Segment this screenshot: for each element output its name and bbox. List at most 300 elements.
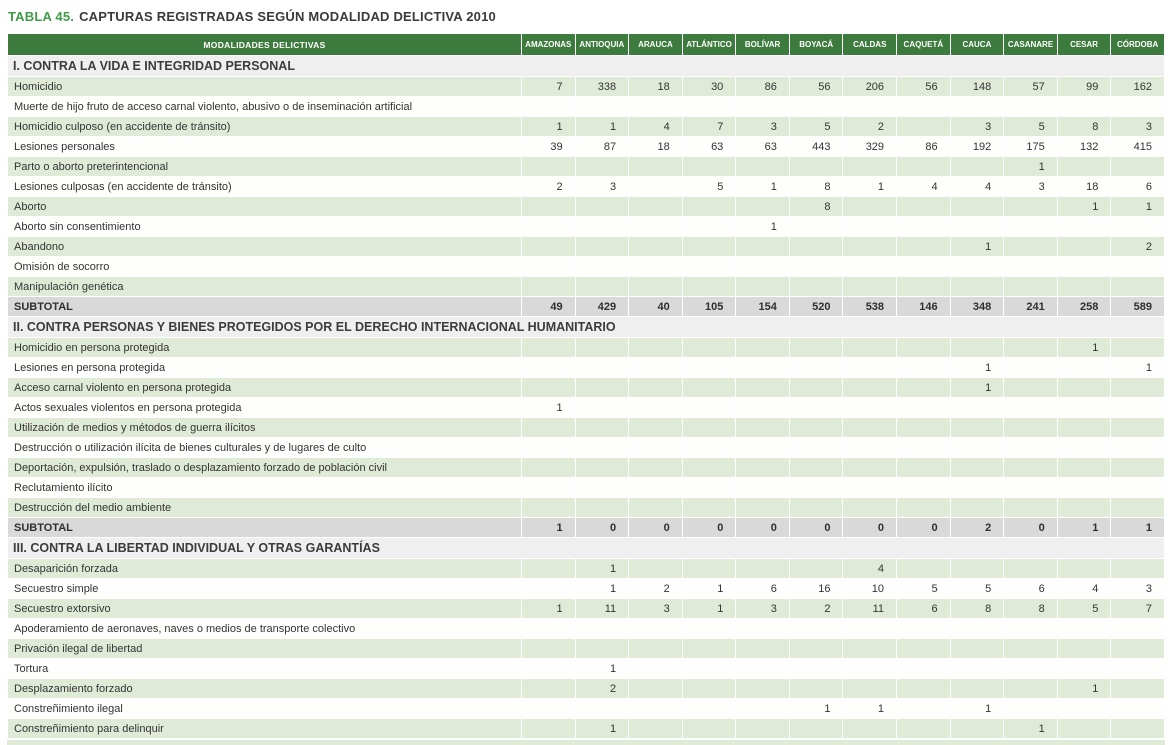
cell-value bbox=[522, 478, 576, 498]
table-row bbox=[8, 498, 1165, 518]
cell-value bbox=[843, 157, 897, 177]
table-title-text: CAPTURAS REGISTRADAS SEGÚN MODALIDAD DELICTIVA 2010 bbox=[79, 9, 496, 24]
table-row bbox=[8, 619, 1165, 639]
cell-value: 1 bbox=[736, 177, 790, 197]
cell-value bbox=[522, 418, 576, 438]
cell-value bbox=[736, 619, 790, 639]
table-row bbox=[8, 659, 1165, 679]
cell-value bbox=[1004, 378, 1058, 398]
cell-value bbox=[682, 639, 736, 659]
cell-value: 1 bbox=[522, 398, 576, 418]
cell-value bbox=[629, 438, 683, 458]
cell-value bbox=[1057, 157, 1111, 177]
cell-value bbox=[682, 217, 736, 237]
cell-value: 87 bbox=[575, 137, 629, 157]
table-row bbox=[8, 458, 1165, 478]
cell-value: 39 bbox=[522, 137, 576, 157]
cell-value bbox=[897, 157, 951, 177]
header-row bbox=[8, 34, 1165, 56]
cell-value bbox=[789, 719, 843, 739]
column-header-amazonas: AMAZONAS bbox=[522, 34, 576, 56]
cell-value bbox=[843, 217, 897, 237]
cell-value bbox=[843, 277, 897, 297]
cell-value bbox=[575, 217, 629, 237]
cell-value bbox=[843, 458, 897, 478]
cell-value bbox=[1111, 498, 1165, 518]
cell-value bbox=[736, 197, 790, 217]
cell-value bbox=[843, 438, 897, 458]
cell-value bbox=[950, 478, 1004, 498]
table-row bbox=[8, 358, 1165, 378]
cell-value bbox=[1004, 659, 1058, 679]
cell-value: 1 bbox=[1057, 338, 1111, 358]
cell-value: 1 bbox=[950, 699, 1004, 719]
subtotal-value: 146 bbox=[897, 297, 951, 317]
table-row bbox=[8, 398, 1165, 418]
captures-table bbox=[7, 33, 1165, 739]
cell-value bbox=[843, 358, 897, 378]
cell-value: 1 bbox=[843, 699, 897, 719]
cell-value: 11 bbox=[575, 599, 629, 619]
table-row bbox=[8, 157, 1165, 177]
cell-value bbox=[1057, 619, 1111, 639]
cell-value bbox=[1111, 458, 1165, 478]
table-row bbox=[8, 699, 1165, 719]
cell-value: 5 bbox=[1057, 599, 1111, 619]
subtotal-value: 154 bbox=[736, 297, 790, 317]
cell-value bbox=[1111, 157, 1165, 177]
section-title: II. CONTRA PERSONAS Y BIENES PROTEGIDOS POR EL DERECHO INTERNACIONAL HUMANITARIO bbox=[8, 317, 1165, 338]
cell-value bbox=[1004, 277, 1058, 297]
partial-next-row bbox=[7, 739, 1165, 745]
cell-value bbox=[950, 157, 1004, 177]
cell-value bbox=[682, 157, 736, 177]
cell-value: 16 bbox=[789, 579, 843, 599]
cell-value bbox=[736, 358, 790, 378]
cell-value: 2 bbox=[522, 177, 576, 197]
cell-value bbox=[1004, 559, 1058, 579]
table-row bbox=[8, 719, 1165, 739]
cell-value bbox=[736, 679, 790, 699]
cell-value bbox=[1004, 338, 1058, 358]
cell-value bbox=[843, 398, 897, 418]
cell-value bbox=[1057, 398, 1111, 418]
cell-value bbox=[629, 277, 683, 297]
cell-value: 86 bbox=[736, 77, 790, 97]
cell-value: 4 bbox=[897, 177, 951, 197]
column-header-modalidades: MODALIDADES DELICTIVAS bbox=[8, 34, 522, 56]
cell-value: 1 bbox=[1004, 157, 1058, 177]
table-body bbox=[8, 56, 1165, 739]
cell-value bbox=[843, 659, 897, 679]
cell-value bbox=[950, 679, 1004, 699]
cell-value bbox=[1004, 458, 1058, 478]
cell-value bbox=[682, 438, 736, 458]
cell-value bbox=[522, 277, 576, 297]
row-label: Secuestro extorsivo bbox=[8, 599, 522, 619]
cell-value: 1 bbox=[1111, 358, 1165, 378]
cell-value bbox=[575, 338, 629, 358]
cell-value: 1 bbox=[950, 358, 1004, 378]
cell-value bbox=[575, 418, 629, 438]
table-row bbox=[8, 77, 1165, 97]
cell-value bbox=[1057, 498, 1111, 518]
cell-value bbox=[843, 619, 897, 639]
cell-value bbox=[789, 458, 843, 478]
cell-value bbox=[522, 217, 576, 237]
cell-value bbox=[1004, 358, 1058, 378]
subtotal-value: 258 bbox=[1057, 297, 1111, 317]
cell-value bbox=[1004, 498, 1058, 518]
column-header-bolivar: BOLÍVAR bbox=[736, 34, 790, 56]
cell-value bbox=[1004, 438, 1058, 458]
cell-value bbox=[522, 579, 576, 599]
cell-value: 1 bbox=[950, 378, 1004, 398]
cell-value: 8 bbox=[950, 599, 1004, 619]
row-label: Parto o aborto preterintencional bbox=[8, 157, 522, 177]
cell-value bbox=[682, 559, 736, 579]
cell-value bbox=[629, 498, 683, 518]
cell-value: 7 bbox=[682, 117, 736, 137]
cell-value bbox=[736, 418, 790, 438]
cell-value: 18 bbox=[1057, 177, 1111, 197]
cell-value bbox=[897, 659, 951, 679]
cell-value bbox=[897, 197, 951, 217]
table-row bbox=[8, 579, 1165, 599]
cell-value bbox=[575, 619, 629, 639]
row-label: Apoderamiento de aeronaves, naves o medios de transporte colectivo bbox=[8, 619, 522, 639]
cell-value bbox=[522, 157, 576, 177]
subtotal-value: 0 bbox=[789, 518, 843, 538]
cell-value bbox=[1057, 639, 1111, 659]
table-row bbox=[8, 137, 1165, 157]
table-title bbox=[8, 9, 1165, 24]
cell-value bbox=[897, 458, 951, 478]
cell-value bbox=[789, 659, 843, 679]
table-row bbox=[8, 418, 1165, 438]
cell-value: 5 bbox=[789, 117, 843, 137]
cell-value: 3 bbox=[736, 599, 790, 619]
table-row bbox=[8, 217, 1165, 237]
cell-value: 8 bbox=[1004, 599, 1058, 619]
cell-value bbox=[736, 237, 790, 257]
cell-value bbox=[897, 277, 951, 297]
cell-value bbox=[629, 639, 683, 659]
cell-value bbox=[1057, 438, 1111, 458]
cell-value bbox=[1004, 478, 1058, 498]
cell-value bbox=[736, 277, 790, 297]
cell-value: 192 bbox=[950, 137, 1004, 157]
table-header bbox=[8, 34, 1165, 56]
subtotal-value: 0 bbox=[629, 518, 683, 538]
cell-value bbox=[736, 378, 790, 398]
table-number: TABLA 45. bbox=[8, 9, 75, 24]
cell-value bbox=[736, 719, 790, 739]
cell-value bbox=[843, 378, 897, 398]
cell-value bbox=[575, 699, 629, 719]
row-label: Tortura bbox=[8, 659, 522, 679]
cell-value: 1 bbox=[950, 237, 1004, 257]
cell-value: 175 bbox=[1004, 137, 1058, 157]
cell-value bbox=[522, 559, 576, 579]
cell-value bbox=[843, 679, 897, 699]
cell-value bbox=[950, 257, 1004, 277]
section-title: I. CONTRA LA VIDA E INTEGRIDAD PERSONAL bbox=[8, 56, 1165, 77]
subtotal-value: 538 bbox=[843, 297, 897, 317]
table-row bbox=[8, 177, 1165, 197]
subtotal-value: 1 bbox=[1057, 518, 1111, 538]
cell-value bbox=[1111, 699, 1165, 719]
cell-value bbox=[575, 237, 629, 257]
cell-value: 4 bbox=[843, 559, 897, 579]
cell-value bbox=[1111, 619, 1165, 639]
cell-value bbox=[1057, 559, 1111, 579]
cell-value bbox=[575, 277, 629, 297]
cell-value bbox=[950, 418, 1004, 438]
subtotal-value: 0 bbox=[682, 518, 736, 538]
table-row bbox=[8, 338, 1165, 358]
cell-value bbox=[629, 659, 683, 679]
cell-value bbox=[629, 418, 683, 438]
cell-value bbox=[843, 719, 897, 739]
cell-value: 206 bbox=[843, 77, 897, 97]
cell-value bbox=[522, 338, 576, 358]
cell-value bbox=[1111, 338, 1165, 358]
cell-value bbox=[897, 478, 951, 498]
cell-value bbox=[950, 458, 1004, 478]
cell-value bbox=[950, 719, 1004, 739]
cell-value bbox=[682, 619, 736, 639]
row-label: Destrucción del medio ambiente bbox=[8, 498, 522, 518]
cell-value bbox=[789, 498, 843, 518]
cell-value: 1 bbox=[1111, 197, 1165, 217]
cell-value bbox=[897, 498, 951, 518]
subtotal-value: 589 bbox=[1111, 297, 1165, 317]
cell-value bbox=[1111, 478, 1165, 498]
cell-value bbox=[897, 438, 951, 458]
subtotal-value: 1 bbox=[1111, 518, 1165, 538]
cell-value bbox=[1004, 197, 1058, 217]
row-label: Actos sexuales violentos en persona protegida bbox=[8, 398, 522, 418]
column-header-caqueta: CAQUETÁ bbox=[897, 34, 951, 56]
cell-value bbox=[843, 197, 897, 217]
cell-value bbox=[1111, 217, 1165, 237]
cell-value: 4 bbox=[1057, 579, 1111, 599]
section-header-row bbox=[8, 538, 1165, 559]
cell-value bbox=[1111, 659, 1165, 679]
cell-value bbox=[1057, 659, 1111, 679]
cell-value bbox=[682, 458, 736, 478]
cell-value bbox=[897, 257, 951, 277]
cell-value: 63 bbox=[736, 137, 790, 157]
cell-value: 2 bbox=[629, 579, 683, 599]
column-header-cauca: CAUCA bbox=[950, 34, 1004, 56]
row-label: Muerte de hijo fruto de acceso carnal violento, abusivo o de inseminación artificial bbox=[8, 97, 522, 117]
cell-value: 4 bbox=[629, 117, 683, 137]
cell-value bbox=[629, 338, 683, 358]
cell-value bbox=[682, 418, 736, 438]
cell-value bbox=[950, 559, 1004, 579]
cell-value bbox=[522, 719, 576, 739]
cell-value bbox=[1057, 458, 1111, 478]
subtotal-value: 0 bbox=[575, 518, 629, 538]
cell-value: 86 bbox=[897, 137, 951, 157]
cell-value: 18 bbox=[629, 77, 683, 97]
subtotal-row bbox=[8, 297, 1165, 317]
row-label: Secuestro simple bbox=[8, 579, 522, 599]
cell-value: 2 bbox=[575, 679, 629, 699]
subtotal-value: 40 bbox=[629, 297, 683, 317]
cell-value bbox=[1004, 418, 1058, 438]
cell-value bbox=[629, 237, 683, 257]
cell-value bbox=[950, 659, 1004, 679]
subtotal-value: 520 bbox=[789, 297, 843, 317]
table-row bbox=[8, 237, 1165, 257]
row-label: Desplazamiento forzado bbox=[8, 679, 522, 699]
row-label: Lesiones culposas (en accidente de tránsito) bbox=[8, 177, 522, 197]
cell-value bbox=[522, 679, 576, 699]
cell-value: 1 bbox=[575, 719, 629, 739]
cell-value bbox=[789, 559, 843, 579]
cell-value bbox=[789, 277, 843, 297]
cell-value bbox=[897, 719, 951, 739]
row-label: Homicidio culposo (en accidente de tránsito) bbox=[8, 117, 522, 137]
cell-value bbox=[897, 338, 951, 358]
cell-value bbox=[575, 478, 629, 498]
cell-value bbox=[789, 478, 843, 498]
cell-value bbox=[682, 398, 736, 418]
cell-value: 1 bbox=[522, 599, 576, 619]
cell-value: 1 bbox=[1057, 679, 1111, 699]
cell-value: 8 bbox=[789, 197, 843, 217]
cell-value bbox=[789, 679, 843, 699]
cell-value bbox=[897, 398, 951, 418]
cell-value bbox=[1057, 719, 1111, 739]
cell-value bbox=[897, 378, 951, 398]
subtotal-label: SUBTOTAL bbox=[8, 518, 522, 538]
cell-value: 63 bbox=[682, 137, 736, 157]
cell-value bbox=[897, 699, 951, 719]
cell-value: 3 bbox=[1111, 117, 1165, 137]
cell-value bbox=[522, 358, 576, 378]
cell-value: 329 bbox=[843, 137, 897, 157]
cell-value: 3 bbox=[1004, 177, 1058, 197]
table-row bbox=[8, 257, 1165, 277]
cell-value bbox=[629, 458, 683, 478]
cell-value bbox=[950, 277, 1004, 297]
table-row bbox=[8, 679, 1165, 699]
cell-value bbox=[1057, 97, 1111, 117]
cell-value bbox=[843, 478, 897, 498]
cell-value bbox=[1004, 679, 1058, 699]
subtotal-label: SUBTOTAL bbox=[8, 297, 522, 317]
cell-value: 7 bbox=[1111, 599, 1165, 619]
subtotal-row bbox=[8, 518, 1165, 538]
cell-value bbox=[575, 498, 629, 518]
cell-value: 5 bbox=[682, 177, 736, 197]
cell-value bbox=[1111, 398, 1165, 418]
cell-value bbox=[575, 197, 629, 217]
section-header-row bbox=[8, 56, 1165, 77]
row-label: Reclutamiento ilícito bbox=[8, 478, 522, 498]
cell-value bbox=[575, 97, 629, 117]
table-row bbox=[8, 277, 1165, 297]
cell-value bbox=[789, 639, 843, 659]
cell-value bbox=[1111, 679, 1165, 699]
cell-value bbox=[1057, 217, 1111, 237]
cell-value bbox=[950, 217, 1004, 237]
cell-value bbox=[629, 197, 683, 217]
cell-value bbox=[682, 197, 736, 217]
cell-value bbox=[522, 498, 576, 518]
cell-value bbox=[950, 398, 1004, 418]
cell-value: 443 bbox=[789, 137, 843, 157]
cell-value: 2 bbox=[1111, 237, 1165, 257]
cell-value bbox=[629, 559, 683, 579]
table-row bbox=[8, 478, 1165, 498]
cell-value: 162 bbox=[1111, 77, 1165, 97]
cell-value bbox=[522, 619, 576, 639]
cell-value bbox=[575, 438, 629, 458]
cell-value bbox=[789, 338, 843, 358]
cell-value: 1 bbox=[1057, 197, 1111, 217]
row-label: Desaparición forzada bbox=[8, 559, 522, 579]
cell-value bbox=[629, 679, 683, 699]
section-header-row bbox=[8, 317, 1165, 338]
cell-value bbox=[1057, 277, 1111, 297]
cell-value bbox=[950, 639, 1004, 659]
cell-value bbox=[575, 378, 629, 398]
cell-value bbox=[1057, 418, 1111, 438]
row-label: Constreñimiento ilegal bbox=[8, 699, 522, 719]
row-label: Lesiones en persona protegida bbox=[8, 358, 522, 378]
cell-value: 5 bbox=[897, 579, 951, 599]
cell-value bbox=[843, 257, 897, 277]
cell-value bbox=[1111, 559, 1165, 579]
cell-value: 1 bbox=[789, 699, 843, 719]
cell-value bbox=[1111, 719, 1165, 739]
column-header-boyaca: BOYACÁ bbox=[789, 34, 843, 56]
cell-value bbox=[736, 257, 790, 277]
cell-value bbox=[522, 97, 576, 117]
cell-value bbox=[789, 237, 843, 257]
subtotal-value: 49 bbox=[522, 297, 576, 317]
cell-value bbox=[629, 157, 683, 177]
row-label: Acceso carnal violento en persona protegida bbox=[8, 378, 522, 398]
cell-value bbox=[1057, 358, 1111, 378]
cell-value bbox=[789, 619, 843, 639]
cell-value: 6 bbox=[1004, 579, 1058, 599]
cell-value: 4 bbox=[950, 177, 1004, 197]
subtotal-value: 241 bbox=[1004, 297, 1058, 317]
row-label: Abandono bbox=[8, 237, 522, 257]
cell-value bbox=[950, 438, 1004, 458]
cell-value bbox=[843, 498, 897, 518]
cell-value: 2 bbox=[843, 117, 897, 137]
cell-value: 5 bbox=[1004, 117, 1058, 137]
row-label: Utilización de medios y métodos de guerra ilícitos bbox=[8, 418, 522, 438]
cell-value: 1 bbox=[736, 217, 790, 237]
cell-value bbox=[682, 277, 736, 297]
row-label: Deportación, expulsión, traslado o desplazamiento forzado de población civil bbox=[8, 458, 522, 478]
cell-value bbox=[629, 699, 683, 719]
column-header-arauca: ARAUCA bbox=[629, 34, 683, 56]
cell-value bbox=[1111, 378, 1165, 398]
cell-value: 1 bbox=[575, 559, 629, 579]
cell-value bbox=[897, 639, 951, 659]
cell-value bbox=[522, 378, 576, 398]
cell-value: 6 bbox=[736, 579, 790, 599]
